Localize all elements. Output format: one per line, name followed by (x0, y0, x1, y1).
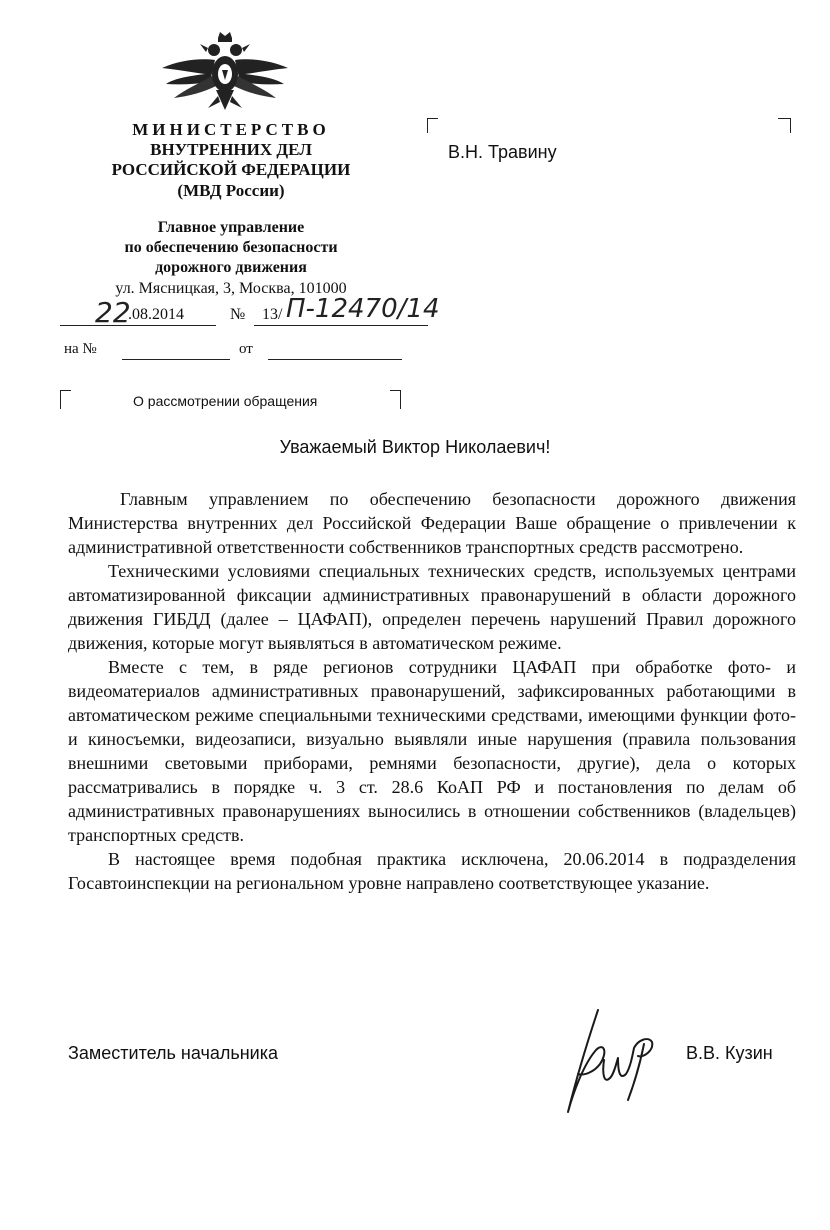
ministry-abbreviation: (МВД России) (177, 181, 285, 200)
signatory-position: Заместитель начальника (68, 1043, 279, 1063)
ministry-line-3: РОССИЙСКОЙ ФЕДЕРАЦИИ (111, 160, 351, 179)
date-handwritten: 22 (95, 296, 131, 329)
handwritten-signature (548, 1000, 668, 1120)
body-paragraph-3: Вместе с тем, в ряде регионов сотрудники ЦАФАП при обработке фото- и видеоматериалов административных правонарушений, зафиксированных работающими в автоматическом режиме специальными техническими средствами, имеющими функции фото- и киносъемки, видеозаписи, визуально выявляли иные нарушения (правила пользования внешними световыми приборами, ремнями безопасности, другие), дела о которых рассматривались в порядке ч. 3 ст. 28.6 КоАП РФ и постановления по делам об административных правонарушениях выносились в отношении собственников (владельцев) транспортных средств. (68, 657, 796, 845)
number-printed: 13/ (262, 306, 283, 323)
body-paragraph-1: Главным управлением по обеспечению безопасности дорожного движения Министерства внутренних дел Российской Федерации Ваше обращение о привлечении к административной ответственности собственников транспортных средств рассмотрено. (68, 489, 796, 557)
number-handwritten: П-12470/14 (286, 294, 440, 324)
department-address: ул. Мясницкая, 3, Москва, 101000 (115, 280, 347, 297)
incoming-date-line (268, 339, 402, 360)
body-paragraph-2: Техническими условиями специальных технических средств, используемых центрами автоматизированной фиксации административных правонарушений в области дорожного движения ГИБДД (далее – ЦАФАП), определен перечень нарушений Правил дорожного движения, которые могут выявляться в автоматическом режиме. (68, 561, 796, 653)
incoming-number-line (122, 339, 230, 360)
incoming-number-label: на № (64, 341, 97, 357)
addressee: В.Н. Травину (448, 142, 557, 162)
subject-corner-left (60, 390, 71, 409)
department-line-3: дорожного движения (155, 259, 307, 276)
number-symbol: № (230, 306, 246, 323)
addressee-corner-top-left (427, 118, 438, 133)
salutation: Уважаемый Виктор Николаевич! (279, 437, 551, 457)
date-printed: .08.2014 (128, 306, 184, 323)
department-line-1: Главное управление (157, 219, 305, 236)
subject-corner-right (390, 390, 401, 409)
incoming-from-label: от (239, 341, 253, 357)
ministry-line-2: ВНУТРЕННИХ ДЕЛ (150, 140, 312, 159)
signatory-name: В.В. Кузин (686, 1043, 773, 1063)
ministry-line-1: МИНИСТЕРСТВО (132, 120, 330, 139)
subject-line: О рассмотрении обращения (133, 393, 318, 409)
addressee-corner-top-right (778, 118, 791, 133)
double-headed-eagle-emblem (160, 30, 290, 118)
letter-body (68, 487, 796, 895)
body-paragraph-4: В настоящее время подобная практика исключена, 20.06.2014 в подразделения Госавтоинспекции на региональном уровне направлено соответствующее указание. (68, 849, 796, 893)
department-line-2: по обеспечению безопасности (124, 239, 338, 256)
